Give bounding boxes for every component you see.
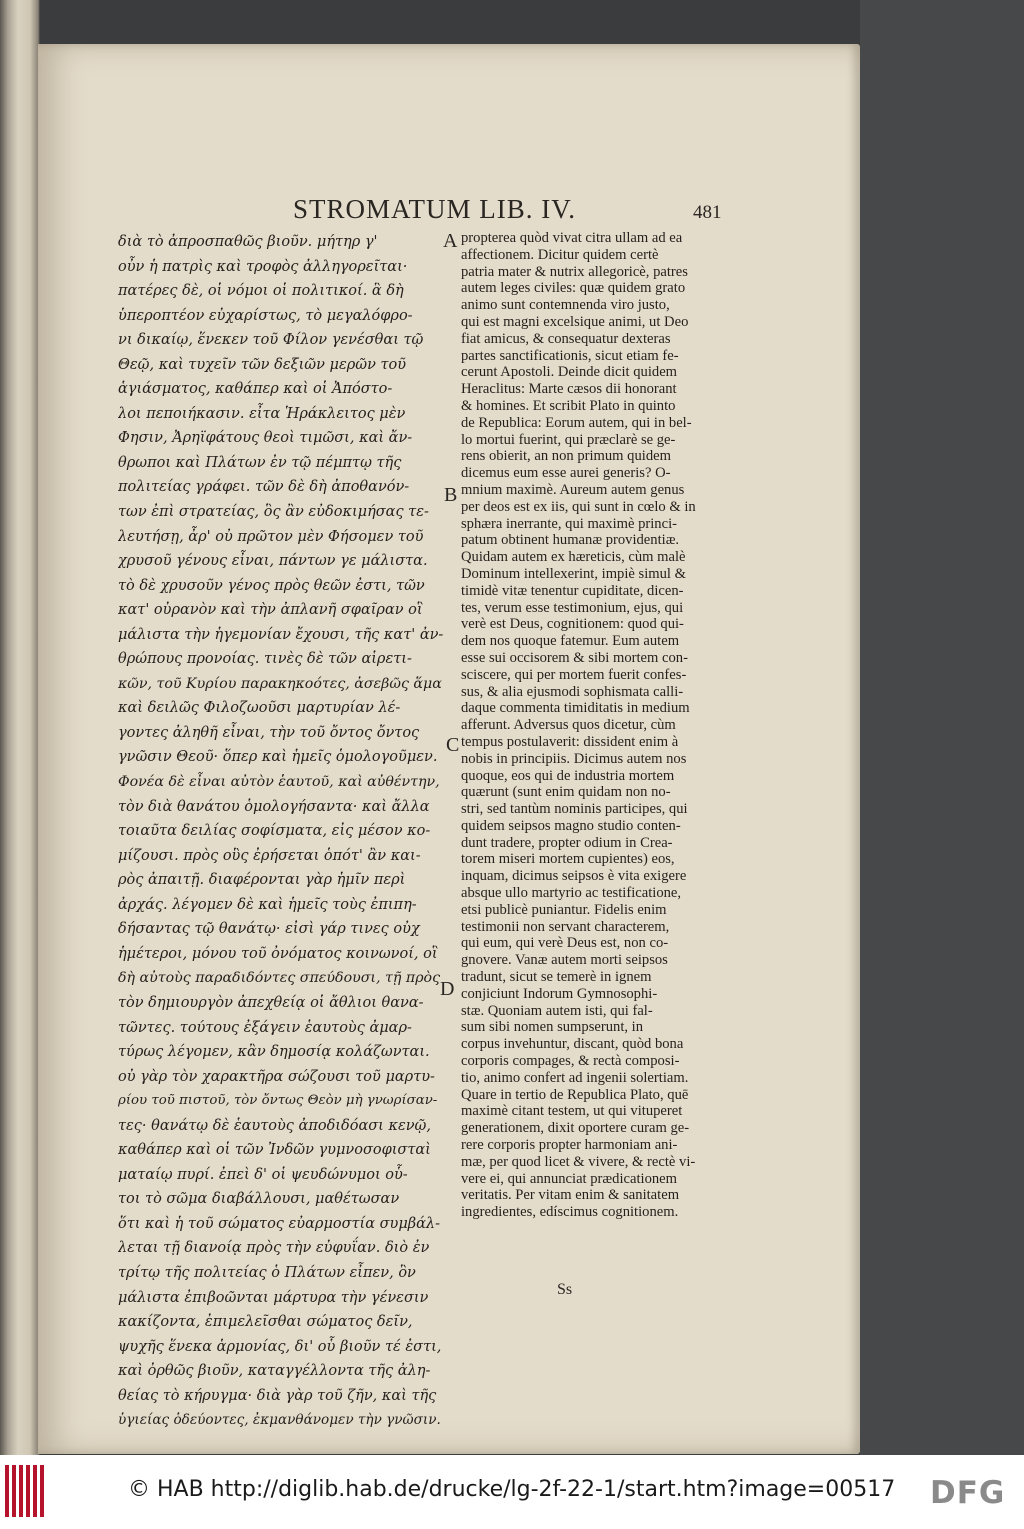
latin-text-line: per deos est ex iis, qui sunt in cœlo & in [461, 498, 696, 515]
latin-text-line: verè est Deus, cognitionem: quod qui- [461, 616, 684, 633]
credit-link[interactable]: © HAB http://diglib.hab.de/drucke/lg-2f-22-1/start.htm?image=00517 [128, 1477, 896, 1502]
greek-text-line: μάλιστα τὴν ἡγεμονίαν ἔχουσι, τῆς κατ' ἀν- [118, 626, 443, 643]
latin-text-line: inquam, dicimus seipsos è vita exigere [461, 868, 687, 885]
latin-text-line: generationem, dixit oportere curam ge- [461, 1120, 690, 1137]
latin-text-line: qui eum, qui verè Deus est, non co- [461, 935, 669, 952]
book-page [38, 44, 860, 1454]
latin-text-line: daque commenta timiditatis in medium [461, 700, 690, 717]
latin-text-line: Dominum intellexerint, impiè simul & [461, 565, 686, 582]
latin-text-line: quidem seipsos magno studio conten- [461, 817, 681, 834]
greek-text-line: τὸν διὰ θανάτου ὁμολογήσαντα· καὶ ἄλλα [118, 798, 430, 815]
latin-text-line: stæ. Quoniam autem isti, qui fal- [461, 1002, 653, 1019]
latin-text-line: veritatis. Per vitam enim & sanitatem [461, 1187, 680, 1204]
section-marker-c: C [446, 734, 460, 756]
hab-logo-icon[interactable] [5, 1465, 47, 1517]
latin-text-line: absque ullo martyrio ac testificatione, [461, 885, 682, 902]
greek-text-line: ὑγιείας ὁδεύοντες, ἐκμανθάνομεν τὴν γνῶσιν. [118, 1412, 441, 1429]
greek-text-line: των ἐπὶ στρατείας, ὃς ἂν εὐδοκιμήσας τε- [118, 504, 429, 521]
greek-text-line: τρίτῳ τῆς πολιτείας ὁ Πλάτων εἶπεν, ὃν [118, 1264, 416, 1281]
greek-text-line: οὐ γὰρ τὸν χαρακτῆρα σώζουσι τοῦ μαρτυ- [118, 1068, 435, 1085]
latin-text-line: tempus postulaverit: dissident enim à [461, 733, 679, 750]
greek-text-line: ἀρχάς. λέγομεν δὲ καὶ ἡμεῖς τοὺς ἐπιπη- [118, 896, 417, 913]
greek-text-line: καὶ ὀρθῶς βιοῦν, καταγγέλλοντα τῆς ἀλη- [118, 1363, 431, 1380]
latin-text-line: de Republica: Eorum autem, qui in bel- [461, 414, 692, 431]
greek-text-line: μάλιστα ἐπιβοῶνται μάρτυρα τὴν γένεσιν [118, 1289, 429, 1306]
greek-text-line: τύρως λέγομεν, κἂν δημοσίᾳ κολάζωνται. [118, 1044, 430, 1061]
greek-text-line: τες· θανάτῳ δὲ ἑαυτοὺς ἀποδιδόασι κενῷ, [118, 1117, 431, 1134]
latin-text-line: sphæra inerrante, qui maximè princi- [461, 515, 677, 532]
greek-text-line: καὶ δειλῶς Φιλοζωοῦσι μαρτυρίαν λέ- [118, 700, 401, 717]
latin-text-line: propterea quòd vivat citra ullam ad ea [461, 230, 683, 246]
latin-text-line: mnium maximè. Aureum autem genus [461, 481, 685, 498]
latin-text-line: fiat amicus, & consequatur dexteras [461, 330, 671, 347]
latin-text-line: testimonii non servant characterem, [461, 918, 670, 935]
latin-text-line: esse sui occisorem & sibi mortem con- [461, 649, 688, 666]
greek-text-line: λοι πεποιήκασιν. εἶτα Ἡράκλειτος μὲν [118, 405, 406, 422]
greek-text-line: Φησιν, Ἀρηϊφάτους θεοὶ τιμῶσι, καὶ ἄν- [118, 430, 413, 447]
latin-text-column [461, 230, 721, 1221]
latin-text-line: afferunt. Adversus quos dicetur, cùm [461, 717, 676, 734]
greek-text-line: ρίου τοῦ πιστοῦ, τὸν ὄντως Θεὸν μὴ γνωρίσαν- [118, 1093, 438, 1109]
greek-text-line: τοι τὸ σῶμα διαβάλλουσι, μαθέτωσαν [118, 1191, 400, 1208]
greek-text-line: Θεῷ, καὶ τυχεῖν τῶν δεξιῶν μερῶν τοῦ [118, 356, 407, 373]
section-marker-b: B [444, 484, 458, 506]
latin-text-line: dem nos quoque fatemur. Eum autem [461, 633, 680, 650]
latin-text-line: lo mortui fuerint, qui præclarè se ge- [461, 431, 676, 448]
latin-text-line: patria mater & nutrix allegoricè, patres [461, 263, 688, 280]
latin-text-line: qui est magni excelsique animi, ut Deo [461, 313, 689, 330]
latin-text-line: tes, verum esse testimonium, ejus, qui [461, 599, 684, 616]
latin-text-line: rens obierit, an non primum quidem [461, 448, 671, 465]
greek-text-line: γοντες ἀληθῆ εἶναι, τὴν τοῦ ὄντος ὄντος [118, 724, 420, 741]
section-marker-a: A [443, 230, 458, 252]
latin-text-line: patum obtinent humanæ providentiæ. [461, 532, 680, 549]
running-head: STROMATUM LIB. IV. [293, 194, 577, 224]
latin-text-line: sus, & alia ejusmodi sophismata calli- [461, 683, 684, 700]
greek-text-line: θρώπους προνοίας. τινὲς δὲ τῶν αἱρετι- [118, 651, 412, 668]
latin-text-line: tradunt, sicut se temerè in ignem [461, 969, 652, 986]
latin-text-line: Quidam autem ex hæreticis, cùm malè [461, 549, 686, 566]
latin-text-line: sum sibi nomen sumpserunt, in [461, 1019, 644, 1036]
greek-text-line: ὅτι καὶ ἡ τοῦ σώματος εὐαρμοστία συμβάλ- [118, 1215, 441, 1232]
latin-text-line: quoque, eos qui de industria mortem [461, 767, 675, 784]
greek-text-line: ματαίῳ πυρί. ἐπεὶ δ' οἱ ψευδώνυμοι οὗ- [118, 1166, 408, 1183]
greek-text-line: ὑπεροπτέον εὐχαρίστως, τὸ μεγαλόφρο- [118, 307, 413, 324]
latin-text-line: stri, sed tantùm nominis participes, qui [461, 801, 688, 818]
latin-text-line: mæ, per quod licet & vivere, & rectè vi- [461, 1153, 696, 1170]
latin-text-line: timidè vitæ tenentur cupiditate, dicen- [461, 582, 684, 599]
greek-text-line: πατέρες δὲ, οἱ νόμοι οἱ πολιτικοί. ἃ δὴ [118, 283, 404, 300]
dfg-logo[interactable]: DFG [930, 1475, 1006, 1511]
latin-text-line: tio, animo confert ad ingenii solertiam. [461, 1069, 689, 1086]
latin-text-line: etsi publicè puniantur. Fidelis enim [461, 901, 667, 918]
greek-text-line: γνῶσιν Θεοῦ· ὅπερ καὶ ἡμεῖς ὁμολογοῦμεν. [118, 749, 438, 766]
latin-text-line: torem miseri mortem cupientes) eos, [461, 851, 675, 868]
latin-text-line: corporis compages, & rectà composi- [461, 1053, 680, 1070]
greek-text-line: διὰ τὸ ἀπροσπαθῶς βιοῦν. μήτηρ γ' [118, 234, 378, 250]
latin-text-line: ingredientes, edíscimus cognitionem. [461, 1204, 679, 1221]
greek-text-column [118, 230, 443, 1433]
greek-text-line: κῶν, τοῦ Κυρίου παρακηκοότες, ἀσεβῶς ἅμα [118, 675, 442, 692]
greek-text-line: θρωποι καὶ Πλάτων ἐν τῷ πέμπτῳ τῆς [118, 454, 402, 471]
latin-text-line: dunt tradere, propter odium in Crea- [461, 834, 673, 851]
greek-text-line: ἁγιάσματος, καθάπερ καὶ οἱ Ἀπόστο- [118, 381, 393, 398]
greek-text-line: δήσαντας τῷ θανάτῳ· εἰσὶ γάρ τινες οὐχ [118, 921, 420, 938]
greek-text-line: τοιαῦτα δειλίας σοφίσματα, εἰς μέσον κο- [118, 823, 431, 840]
greek-text-line: ψυχῆς ἕνεκα ἁρμονίας, δι' οὗ βιοῦν τέ ἐστι, [118, 1338, 442, 1355]
latin-text-line: maximè citant testem, ut qui vituperet [461, 1103, 683, 1120]
greek-text-line: λεται τῇ διανοίᾳ πρὸς τὴν εὐφυΐαν. διὸ ἐν [118, 1240, 430, 1257]
latin-text-line: quærunt (sunt enim quidam non no- [461, 784, 671, 801]
greek-text-line: οὖν ἡ πατρὶς καὶ τροφὸς ἀλληγορεῖται· [118, 258, 408, 275]
latin-text-line: vere ei, qui annunciat prædicationem [461, 1170, 677, 1187]
greek-text-line: ἡμέτεροι, μόνου τοῦ ὀνόματος κοινωνοί, οἳ [118, 945, 438, 962]
latin-text-line: sciscere, qui per mortem fuerit confes- [461, 666, 687, 683]
greek-text-line: νι δικαίῳ, ἕνεκεν τοῦ Φίλον γενέσθαι τῷ [118, 332, 424, 349]
greek-text-line: τὸ δὲ χρυσοῦν γένος πρὸς θεῶν ἐστι, τῶν [118, 577, 425, 594]
greek-text-line: πολιτείας γράφει. τῶν δὲ δὴ ἀποθανόν- [118, 479, 410, 496]
latin-text-line: gnovere. Vanæ autem morti seipsos [461, 952, 668, 969]
latin-text-line: corpus invehuntur, discant, quòd bona [461, 1036, 684, 1053]
greek-text-line: τὸν δημιουργὸν ἀπεχθείᾳ οἱ ἄθλιοι θανα- [118, 994, 424, 1011]
latin-text-line: conjiciunt Indorum Gymnosophi- [461, 985, 658, 1002]
section-marker-d: D [440, 978, 455, 1000]
latin-text-line: cerunt Apostoli. Deinde dicit quidem [461, 364, 678, 381]
greek-text-line: κατ' οὐρανὸν καὶ τὴν ἀπλανῆ σφαῖραν οἳ [118, 602, 423, 619]
greek-text-line: τῶντες. τούτους ἐξάγειν ἑαυτοὺς ἀμαρ- [118, 1019, 412, 1036]
latin-text-line: & homines. Et scribit Plato in quinto [461, 397, 676, 414]
greek-text-line: καθάπερ καὶ οἱ τῶν Ἰνδῶν γυμνοσοφισταὶ [118, 1142, 431, 1159]
latin-text-line: nobis in principiis. Dicimus autem nos [461, 750, 687, 767]
latin-text-line: autem leges civiles: quæ quidem grato [461, 280, 686, 297]
latin-text-line: partes sanctificationis, sicut etiam fe- [461, 347, 679, 364]
greek-text-line: χρυσοῦ γένους εἶναι, πάντων γε μάλιστα. [118, 553, 428, 570]
viewer-footer [0, 1455, 1024, 1529]
latin-text-line: rere corporis propter harmoniam ani- [461, 1137, 678, 1154]
left-page-edge [0, 0, 40, 1455]
greek-text-line: μίζουσι. πρὸς οὓς ἐρήσεται ὁπότ' ἂν και- [118, 847, 421, 864]
page-number: 481 [693, 202, 722, 223]
greek-text-line: κακίζοντα, ἐπιμελεῖσθαι σώματος δεῖν, [118, 1314, 413, 1331]
latin-text-line: affectionem. Dicitur quidem certè [461, 246, 659, 263]
latin-text-line: animo sunt contemnenda viro justo, [461, 297, 670, 314]
latin-text-line: Heraclitus: Marte cæsos dii honorant [461, 381, 677, 398]
greek-text-line: λευτήσῃ, ἆρ' οὐ πρῶτον μὲν Φήσομεν τοῦ [118, 528, 424, 545]
signature-mark: Ss [557, 1281, 573, 1298]
greek-text-line: ρὸς ἀπαιτῇ. διαφέρονται γὰρ ἡμῖν περὶ [118, 872, 406, 889]
greek-text-line: θείας τὸ κήρυγμα· διὰ γὰρ τοῦ ζῆν, καὶ τῆς [118, 1387, 437, 1404]
greek-text-line: δὴ αὐτοὺς παραδιδόντες σπεύδουσι, τῇ πρὸς [118, 970, 441, 987]
greek-text-line: Φονέα δὲ εἶναι αὐτὸν ἑαυτοῦ, καὶ αὐθέντην, [118, 774, 440, 791]
latin-text-line: Quare in tertio de Republica Plato, quē [461, 1086, 689, 1103]
latin-text-line: dicemus eum esse aurei generis? O- [461, 465, 671, 482]
